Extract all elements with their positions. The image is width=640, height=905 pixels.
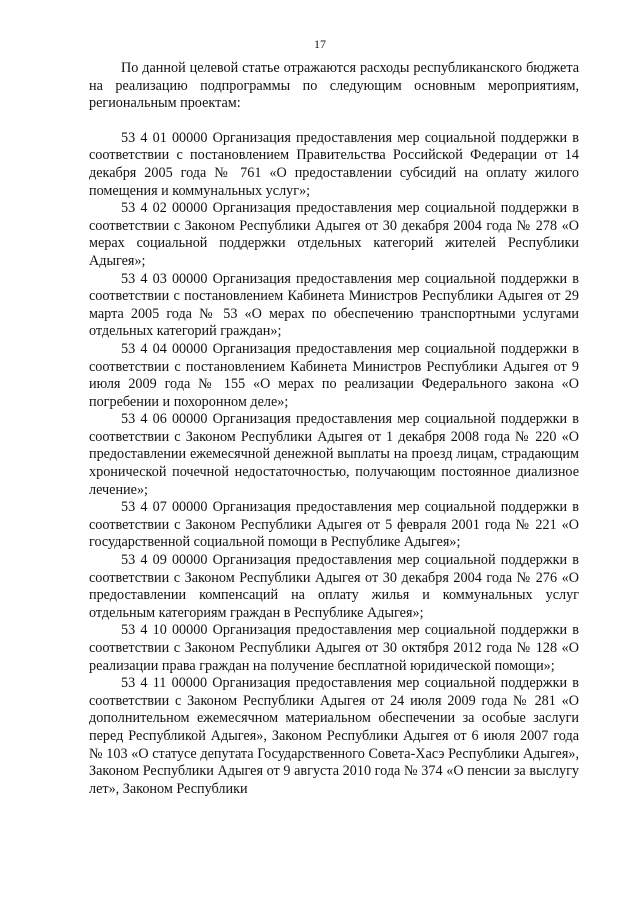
document-body	[89, 60, 579, 798]
page-number: 17	[314, 37, 326, 51]
budget-item-53-4-04: 53 4 04 00000 Организация предоставления мер социальной поддержки в соответствии с постановлением Кабинета Министров Республики Адыгея от 9 июля 2009 года № 155 «О мерах по реализации Федерального закона «О погребении и похоронном деле»;	[89, 340, 579, 410]
budget-item-53-4-06: 53 4 06 00000 Организация предоставления мер социальной поддержки в соответствии с Законом Республики Адыгея от 1 декабря 2008 года № 220 «О предоставлении ежемесячной денежной выплаты на проезд лицам, страдающим хронической почечной недостаточностью, получающим постоянное диализное лечение»;	[89, 411, 579, 498]
budget-item-53-4-11: 53 4 11 00000 Организация предоставления мер социальной поддержки в соответствии с Законом Республики Адыгея от 24 июля 2009 года № 281 «О дополнительном ежемесячном материальном обеспечении за особые заслуги перед Республикой Адыгея», Законом Республики Адыгея от 6 июля 2007 года № 103 «О статусе депутата Государственного Совета-Хасэ Республики Адыгея», Законом Республики Адыгея от 9 августа 2010 года № 374 «О пенсии за выслугу лет», Законом Республики	[89, 675, 579, 797]
budget-item-53-4-07: 53 4 07 00000 Организация предоставления мер социальной поддержки в соответствии с Законом Республики Адыгея от 5 февраля 2001 года № 221 «О государственной социальной помощи в Республике Адыгея»;	[89, 499, 579, 551]
budget-item-53-4-10: 53 4 10 00000 Организация предоставления мер социальной поддержки в соответствии с Законом Республики Адыгея от 30 октября 2012 года № 128 «О реализации права граждан на получение бесплатной юридической помощи»;	[89, 622, 579, 674]
budget-item-53-4-03: 53 4 03 00000 Организация предоставления мер социальной поддержки в соответствии с постановлением Кабинета Министров Республики Адыгея от 29 марта 2005 года № 53 «О мерах по обеспечению транспортными услугами отдельных категорий граждан»;	[89, 270, 579, 340]
budget-item-53-4-01: 53 4 01 00000 Организация предоставления мер социальной поддержки в соответствии с постановлением Правительства Российской Федерации от 14 декабря 2005 года № 761 «О предоставлении субсидий на оплату жилого помещения и коммунальных услуг»;	[89, 129, 579, 199]
budget-item-53-4-09: 53 4 09 00000 Организация предоставления мер социальной поддержки в соответствии с Законом Республики Адыгея от 30 декабря 2004 года № 276 «О предоставлении компенсаций на оплату жилья и коммунальных услуг отдельным категориям граждан в Республике Адыгея»;	[89, 552, 579, 621]
intro-paragraph: По данной целевой статье отражаются расходы республиканского бюджета на реализацию подпрограммы по следующим основным мероприятиям, региональным проектам:	[89, 60, 579, 112]
budget-item-53-4-02: 53 4 02 00000 Организация предоставления мер социальной поддержки в соответствии с Законом Республики Адыгея от 30 декабря 2004 года № 278 «О мерах социальной поддержки отдельных категорий жителей Республики Адыгея»;	[89, 200, 579, 269]
